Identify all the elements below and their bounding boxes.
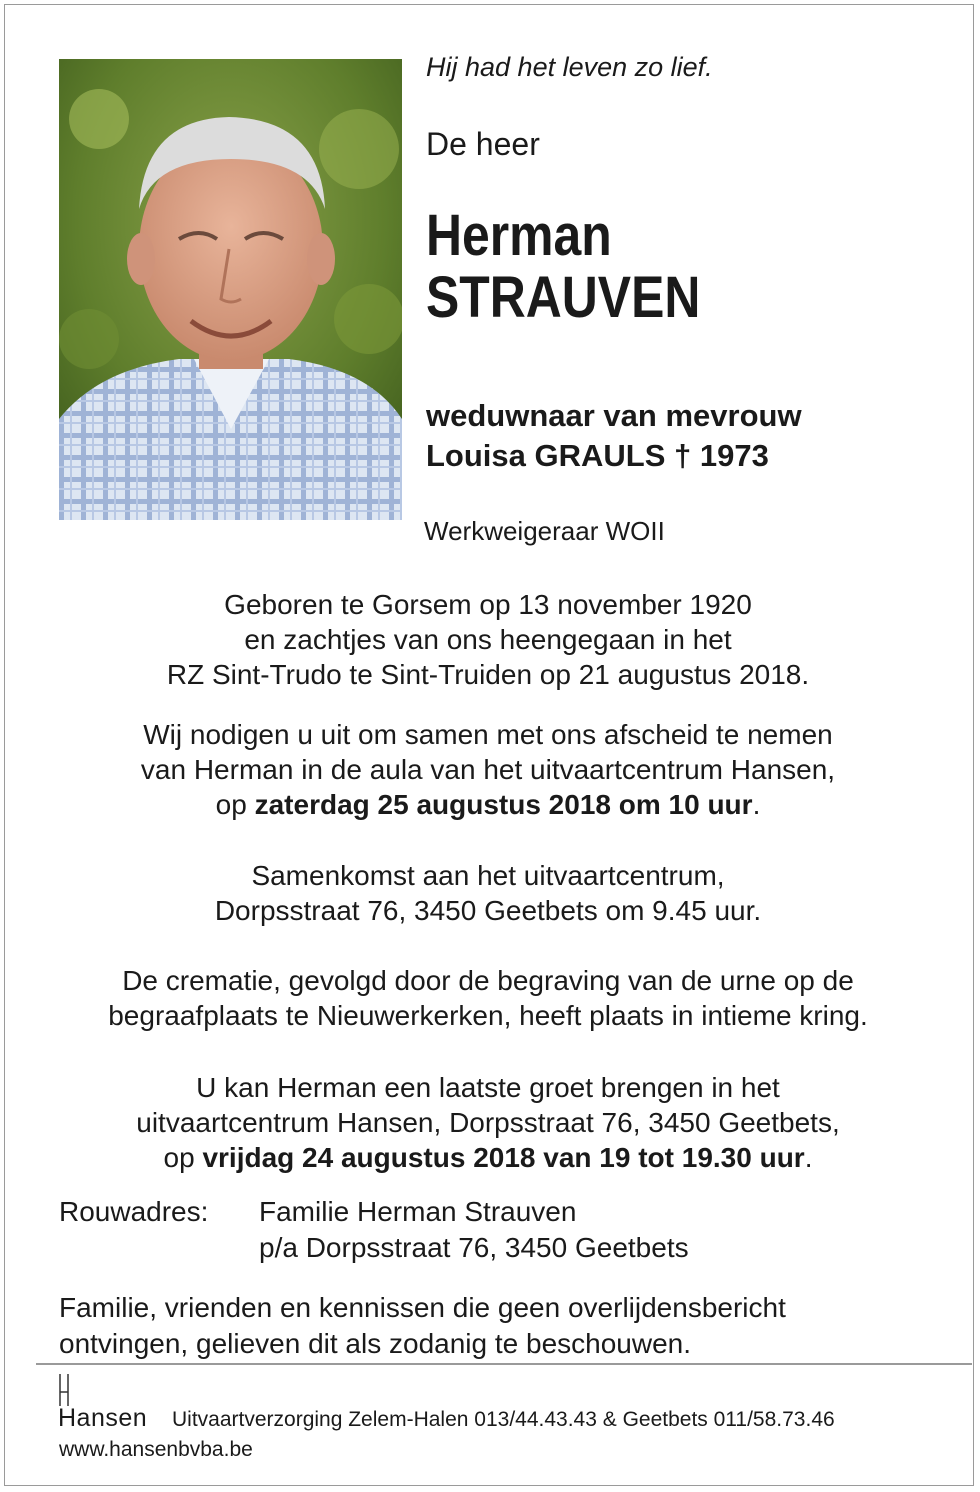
occupation: Werkweigeraar WOII (424, 516, 665, 546)
address-lines (259, 1194, 689, 1266)
spouse-line-2: Louisa GRAULS † 1973 (426, 438, 769, 473)
logo-text: Hansen (58, 1404, 148, 1432)
address-line-2: p/a Dorpsstraat 76, 3450 Geetbets (259, 1232, 689, 1263)
gathering-paragraph (20, 858, 956, 928)
spouse-info (426, 396, 802, 476)
invitation-paragraph (20, 717, 956, 822)
address-line-1: Familie Herman Strauven (259, 1196, 577, 1227)
ceremony-datetime: zaterdag 25 augustus 2018 om 10 uur (254, 789, 753, 820)
notice-paragraph (59, 1290, 786, 1362)
visit-line-3 (20, 1140, 956, 1175)
visit-line-1: U kan Herman een laatste groet brengen in het (196, 1072, 780, 1103)
deceased-name (426, 205, 700, 329)
visit-suffix: . (804, 1142, 813, 1173)
motto: Hij had het leven zo lief. (426, 52, 713, 82)
gathering-line-2: Dorpsstraat 76, 3450 Geetbets om 9.45 uur. (214, 895, 762, 926)
address-label: Rouwadres: (59, 1196, 209, 1227)
invite-line-2: van Herman in de aula van het uitvaartcentrum Hansen, (140, 754, 836, 785)
cremation-line-1: De crematie, gevolgd door de begraving van de urne op de (122, 965, 854, 996)
invite-line-3 (20, 787, 956, 822)
cremation-line-2: begraafplaats te Nieuwerkerken, heeft plaats in intieme kring. (108, 1000, 868, 1031)
first-name: Herman (426, 203, 612, 268)
honorific: De heer (426, 126, 540, 162)
hansen-logo-mark (56, 1372, 96, 1406)
portrait-photo (59, 59, 402, 520)
footer-divider (36, 1363, 972, 1365)
visit-line-2: uitvaartcentrum Hansen, Dorpsstraat 76, 3450 Geetbets, (136, 1107, 840, 1138)
last-name: STRAUVEN (426, 265, 701, 330)
invite-prefix: op (215, 789, 255, 820)
notice-line-2: ontvingen, gelieven dit als zodanig te beschouwen. (59, 1328, 691, 1359)
visitation-datetime: vrijdag 24 augustus 2018 van 19 tot 19.30 uur (202, 1142, 805, 1173)
gathering-line-1: Samenkomst aan het uitvaartcentrum, (251, 860, 725, 891)
birth-death-paragraph (20, 587, 956, 692)
birth-line-1: Geboren te Gorsem op 13 november 1920 (224, 589, 752, 620)
notice-line-1: Familie, vrienden en kennissen die geen overlijdensbericht (59, 1292, 786, 1323)
visitation-paragraph (20, 1070, 956, 1175)
visit-prefix: op (163, 1142, 203, 1173)
birth-line-3: RZ Sint-Trudo te Sint-Truiden op 21 augustus 2018. (166, 659, 810, 690)
invite-line-1: Wij nodigen u uit om samen met ons afscheid te nemen (143, 719, 833, 750)
website-link[interactable]: www.hansenbvba.be (59, 1438, 253, 1461)
company-contact: Uitvaartverzorging Zelem-Halen 013/44.43.43 & Geetbets 011/58.73.46 (172, 1408, 835, 1431)
invite-suffix: . (752, 789, 761, 820)
cremation-paragraph (20, 963, 956, 1033)
birth-line-2: en zachtjes van ons heengegaan in het (244, 624, 732, 655)
spouse-line-1: weduwnaar van mevrouw (426, 398, 802, 433)
